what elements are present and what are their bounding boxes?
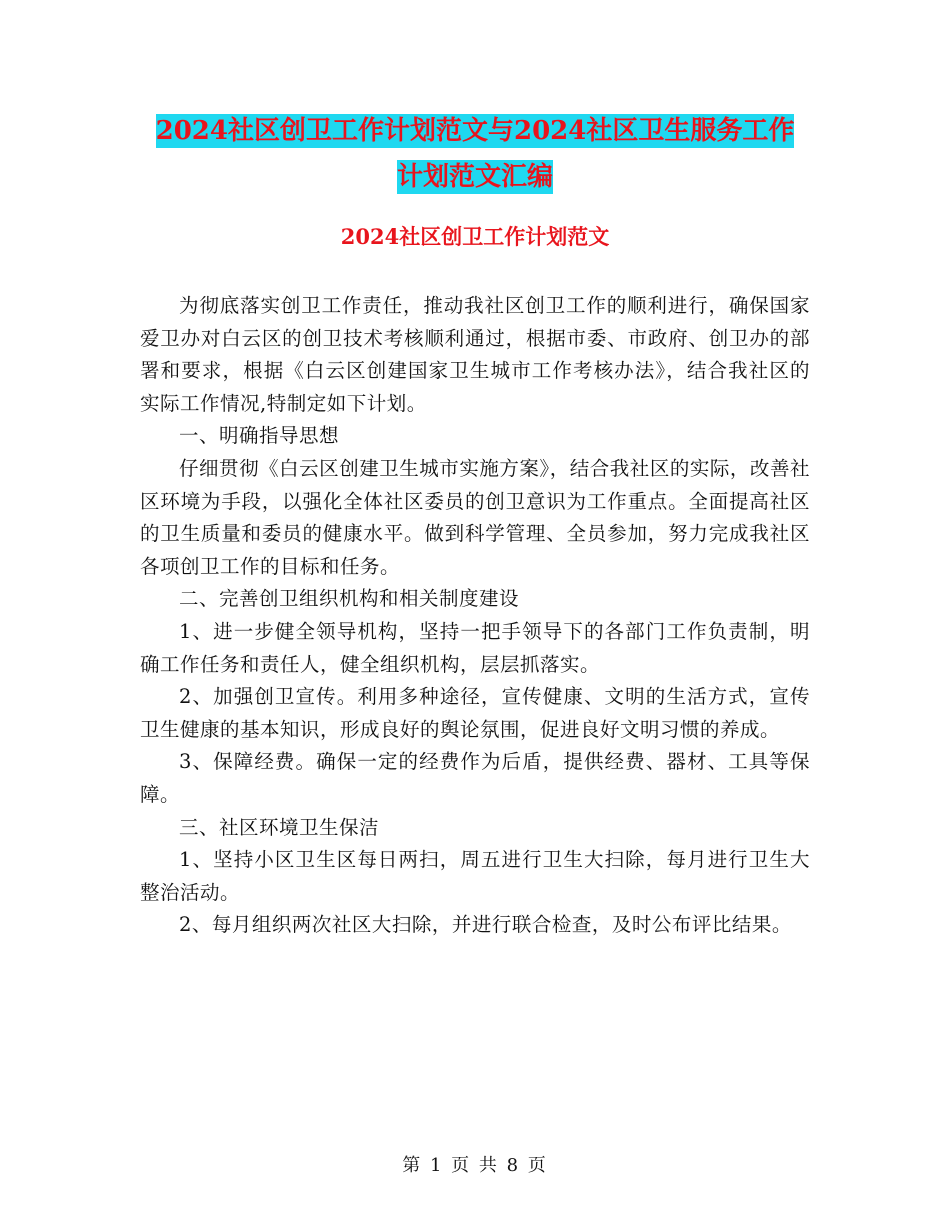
- document-body: [140, 290, 810, 942]
- list-item: 2、加强创卫宣传。利用多种途径，宣传健康、文明的生活方式，宣传卫生健康的基本知识，形成良好的舆论氛围，促进良好文明习惯的养成。: [140, 685, 810, 741]
- heading-environment: 三、社区环境卫生保洁: [179, 815, 380, 839]
- title-line-1: 2024社区创卫工作计划范文与2024社区卫生服务工作: [155, 116, 795, 146]
- list-item: 2、每月组织两次社区大扫除，并进行联合检查，及时公布评比结果。: [179, 913, 792, 937]
- page-number-footer: 第 1 页 共 8 页: [402, 1155, 548, 1176]
- title-line-2: 计划范文汇编: [396, 162, 553, 192]
- list-item: 1、进一步健全领导机构，坚持一把手领导下的各部门工作负责制，明确工作任务和责任人，健全组织机构，层层抓落实。: [140, 619, 810, 676]
- paragraph: 为彻底落实创卫工作责任，推动我社区创卫工作的顺利进行，确保国家爱卫办对白云区的创卫技术考核顺利通过，根据市委、市政府、创卫办的部署和要求，根据《白云区创建国家卫生城市工作考核办法》，结合我社区的实际工作情况,特制定如下计划。: [140, 294, 810, 415]
- heading-organization: 二、完善创卫组织机构和相关制度建设: [179, 587, 520, 611]
- section-title: 2024社区创卫工作计划范文: [340, 224, 610, 249]
- paragraph: 仔细贯彻《白云区创建卫生城市实施方案》，结合我社区的实际，改善社区环境为手段，以强化全体社区委员的创卫意识为工作重点。全面提高社区的卫生质量和委员的健康水平。做到科学管理、全员参加，努力完成我社区各项创卫工作的目标和任务。: [140, 456, 810, 578]
- heading-guiding-principle: 一、明确指导思想: [179, 424, 340, 448]
- list-item: 1、坚持小区卫生区每日两扫，周五进行卫生大扫除，每月进行卫生大整治活动。: [140, 848, 810, 904]
- list-item: 3、保障经费。确保一定的经费作为后盾，提供经费、器材、工具等保障。: [140, 750, 810, 806]
- document-title: [140, 108, 810, 200]
